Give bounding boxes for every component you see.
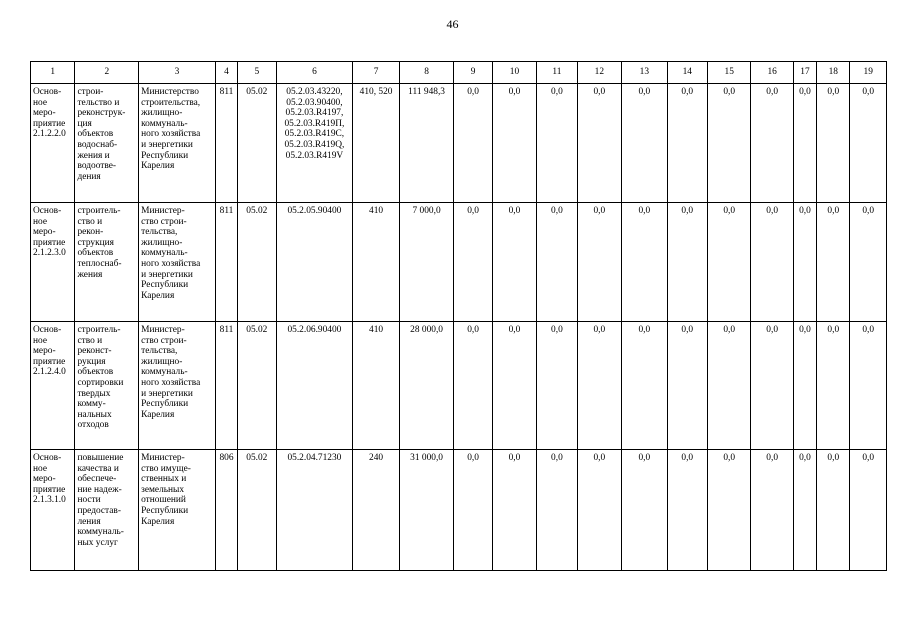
activity-name-cell: строи- тельство и реконструк- ция объектов водоснаб- жения и водоотве- дения [75,84,139,203]
value-cell: 0,0 [577,203,621,322]
header-cell: 3 [139,62,216,84]
header-cell: 19 [850,62,887,84]
header-cell: 17 [793,62,816,84]
value-cell: 0,0 [850,450,887,571]
activity-code-cell: Основ- ное меро- приятие 2.1.2.3.0 [31,203,75,322]
value-cell: 0,0 [793,450,816,571]
value-cell: 0,0 [492,84,536,203]
budget-table [30,61,887,571]
activity-name-cell: строитель- ство и реконст- рукция объектов сортировки твердых комму- нальных отходов [75,322,139,450]
value-cell: 0,0 [492,203,536,322]
activity-code-cell: Основ- ное меро- приятие 2.1.2.2.0 [31,84,75,203]
value-cell: 0,0 [537,322,577,450]
value-cell: 0,0 [537,450,577,571]
value-cell: 0,0 [817,450,850,571]
value-cell: 0,0 [454,84,492,203]
amount-cell: 111 948,3 [399,84,454,203]
expense-type-cell: 410 [353,322,399,450]
grbs-cell: 806 [215,450,237,571]
value-cell: 0,0 [577,450,621,571]
amount-cell: 7 000,0 [399,203,454,322]
table-row [31,322,887,450]
section-cell: 05.02 [238,203,276,322]
value-cell: 0,0 [622,203,667,322]
target-article-cell: 05.2.05.90400 [276,203,353,322]
value-cell: 0,0 [751,322,793,450]
value-cell: 0,0 [537,84,577,203]
value-cell: 0,0 [667,203,707,322]
header-row [31,62,887,84]
value-cell: 0,0 [793,322,816,450]
target-article-cell: 05.2.03.43220, 05.2.03.90400, 05.2.03.R4197, 05.2.03.R419П, 05.2.03.R419C, 05.2.03.R419Q, 05.2.03.R419V [276,84,353,203]
value-cell: 0,0 [622,450,667,571]
value-cell: 0,0 [850,203,887,322]
header-cell: 1 [31,62,75,84]
grbs-cell: 811 [215,322,237,450]
activity-code-cell: Основ- ное меро- приятие 2.1.2.4.0 [31,322,75,450]
table-row [31,450,887,571]
value-cell: 0,0 [454,203,492,322]
activity-code-cell: Основ- ное меро- приятие 2.1.3.1.0 [31,450,75,571]
header-cell: 10 [492,62,536,84]
page-number: 46 [446,17,459,31]
value-cell: 0,0 [492,450,536,571]
header-cell: 2 [75,62,139,84]
grbs-cell: 811 [215,203,237,322]
value-cell: 0,0 [817,322,850,450]
value-cell: 0,0 [537,203,577,322]
value-cell: 0,0 [577,322,621,450]
value-cell: 0,0 [707,84,750,203]
header-cell: 4 [215,62,237,84]
amount-cell: 28 000,0 [399,322,454,450]
value-cell: 0,0 [667,84,707,203]
executor-cell: Министер- ство строи- тельства, жилищно- коммуналь- ного хозяйства и энергетики Республики Карелия [139,322,216,450]
target-article-cell: 05.2.04.71230 [276,450,353,571]
header-cell: 16 [751,62,793,84]
value-cell: 0,0 [667,322,707,450]
value-cell: 0,0 [817,84,850,203]
executor-cell: Министерство строительства, жилищно- коммуналь- ного хозяйства и энергетики Республики Карелия [139,84,216,203]
value-cell: 0,0 [793,203,816,322]
value-cell: 0,0 [850,322,887,450]
header-cell: 8 [399,62,454,84]
header-cell: 5 [238,62,276,84]
value-cell: 0,0 [707,203,750,322]
header-cell: 9 [454,62,492,84]
section-cell: 05.02 [238,322,276,450]
value-cell: 0,0 [667,450,707,571]
value-cell: 0,0 [751,203,793,322]
value-cell: 0,0 [577,84,621,203]
section-cell: 05.02 [238,84,276,203]
value-cell: 0,0 [707,450,750,571]
target-article-cell: 05.2.06.90400 [276,322,353,450]
executor-cell: Министер- ство имуще- ственных и земельных отношений Республики Карелия [139,450,216,571]
value-cell: 0,0 [622,84,667,203]
activity-name-cell: повышение качества и обеспече- ние надеж- ности предостав- ления коммуналь- ных услуг [75,450,139,571]
header-cell: 7 [353,62,399,84]
value-cell: 0,0 [751,450,793,571]
expense-type-cell: 410, 520 [353,84,399,203]
header-cell: 15 [707,62,750,84]
section-cell: 05.02 [238,450,276,571]
table-row [31,203,887,322]
expense-type-cell: 410 [353,203,399,322]
value-cell: 0,0 [850,84,887,203]
value-cell: 0,0 [817,203,850,322]
expense-type-cell: 240 [353,450,399,571]
value-cell: 0,0 [751,84,793,203]
activity-name-cell: строитель- ство и рекон- струкция объектов теплоснаб- жения [75,203,139,322]
executor-cell: Министер- ство строи- тельства, жилищно- коммуналь- ного хозяйства и энергетики Республики Карелия [139,203,216,322]
header-cell: 18 [817,62,850,84]
header-cell: 13 [622,62,667,84]
value-cell: 0,0 [454,450,492,571]
value-cell: 0,0 [622,322,667,450]
grbs-cell: 811 [215,84,237,203]
header-cell: 6 [276,62,353,84]
table-row [31,84,887,203]
header-cell: 11 [537,62,577,84]
value-cell: 0,0 [454,322,492,450]
header-cell: 14 [667,62,707,84]
header-cell: 12 [577,62,621,84]
value-cell: 0,0 [707,322,750,450]
amount-cell: 31 000,0 [399,450,454,571]
value-cell: 0,0 [793,84,816,203]
value-cell: 0,0 [492,322,536,450]
